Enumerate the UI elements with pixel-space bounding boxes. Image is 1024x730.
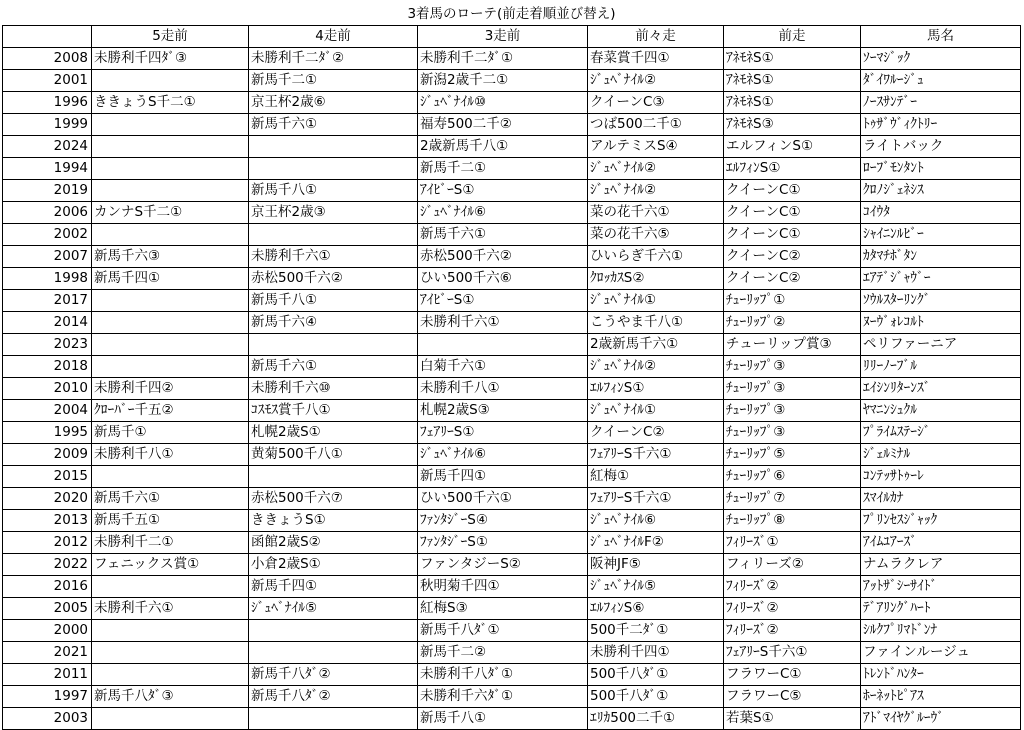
year-cell[interactable]: 1995	[3, 421, 92, 443]
race-5-ago-cell[interactable]	[92, 707, 249, 729]
horse-name-cell[interactable]: ﾌﾟﾗｲﾑｽﾃｰｼﾞ	[861, 421, 1021, 443]
race-4-ago-cell[interactable]: 未勝利千六①	[249, 245, 418, 267]
race-2-ago-cell[interactable]: ｼﾞｭﾍﾞﾅｲﾙ②	[588, 179, 724, 201]
race-3-ago-cell[interactable]: ｼﾞｭﾍﾞﾅｲﾙ⑥	[418, 443, 588, 465]
race-3-ago-cell[interactable]: ひい500千六⑥	[418, 267, 588, 289]
race-4-ago-cell[interactable]: 京王杯2歳⑥	[249, 91, 418, 113]
year-cell[interactable]: 2019	[3, 179, 92, 201]
horse-name-cell[interactable]: ｶﾀﾏﾁﾎﾞﾀﾝ	[861, 245, 1021, 267]
year-cell[interactable]: 2022	[3, 553, 92, 575]
horse-name-cell[interactable]: ﾎｰﾈｯﾄﾋﾟｱｽ	[861, 685, 1021, 707]
last-race-cell[interactable]: ﾁｭｰﾘｯﾌﾟ③	[724, 399, 861, 421]
race-4-ago-cell[interactable]	[249, 135, 418, 157]
rotation-table	[2, 3, 1021, 730]
race-5-ago-cell[interactable]: 未勝利千四②	[92, 377, 249, 399]
race-5-ago-cell[interactable]: 未勝利千六①	[92, 597, 249, 619]
horse-name-cell[interactable]: ﾃﾞｱﾘﾝｸﾞﾊｰﾄ	[861, 597, 1021, 619]
race-5-ago-cell[interactable]: 新馬千五①	[92, 509, 249, 531]
last-race-cell[interactable]: ｱﾈﾓﾈS①	[724, 91, 861, 113]
race-4-ago-cell[interactable]: 小倉2歳S①	[249, 553, 418, 575]
race-3-ago-cell[interactable]: 赤松500千六②	[418, 245, 588, 267]
race-3-ago-cell[interactable]: ｱｲﾋﾞｰS①	[418, 179, 588, 201]
last-race-cell[interactable]: クイーンC①	[724, 223, 861, 245]
table-row	[3, 663, 1021, 685]
race-4-ago-cell[interactable]: ｺｽﾓｽ賞千八①	[249, 399, 418, 421]
table-row	[3, 597, 1021, 619]
last-race-cell[interactable]: ｱﾈﾓﾈS①	[724, 47, 861, 69]
year-cell[interactable]: 2011	[3, 663, 92, 685]
race-3-ago-cell[interactable]	[418, 333, 588, 355]
race-2-ago-cell[interactable]: ｼﾞｭﾍﾞﾅｲﾙ①	[588, 289, 724, 311]
race-5-ago-cell[interactable]	[92, 179, 249, 201]
last-race-cell[interactable]: ｱﾈﾓﾈS③	[724, 113, 861, 135]
year-cell[interactable]: 2005	[3, 597, 92, 619]
race-3-ago-cell[interactable]: 2歳新馬千八①	[418, 135, 588, 157]
race-2-ago-cell[interactable]: ｼﾞｭﾍﾞﾅｲﾙ⑥	[588, 509, 724, 531]
table-row	[3, 641, 1021, 663]
table-row	[3, 267, 1021, 289]
table-row	[3, 333, 1021, 355]
race-5-ago-cell[interactable]	[92, 135, 249, 157]
table-row	[3, 311, 1021, 333]
race-3-ago-cell[interactable]: 白菊千六①	[418, 355, 588, 377]
race-4-ago-cell[interactable]	[249, 223, 418, 245]
table-row	[3, 509, 1021, 531]
year-cell[interactable]: 2018	[3, 355, 92, 377]
race-4-ago-cell[interactable]: 札幌2歳S①	[249, 421, 418, 443]
race-4-ago-cell[interactable]	[249, 641, 418, 663]
last-race-cell[interactable]: 若葉S①	[724, 707, 861, 729]
table-row	[3, 113, 1021, 135]
last-race-cell[interactable]: ﾌｨﾘｰｽﾞ②	[724, 575, 861, 597]
last-race-cell[interactable]: ﾌｨﾘｰｽﾞ①	[724, 531, 861, 553]
race-5-ago-cell[interactable]: カンナS千二①	[92, 201, 249, 223]
table-row	[3, 179, 1021, 201]
race-2-ago-cell[interactable]: 紅梅①	[588, 465, 724, 487]
race-5-ago-cell[interactable]	[92, 619, 249, 641]
race-4-ago-cell[interactable]	[249, 157, 418, 179]
year-cell[interactable]: 2000	[3, 619, 92, 641]
horse-name-cell[interactable]: ｼｬｲﾆﾝﾙﾋﾞｰ	[861, 223, 1021, 245]
race-4-ago-cell[interactable]: ききょうS①	[249, 509, 418, 531]
horse-name-cell[interactable]: ナムラクレア	[861, 553, 1021, 575]
last-race-cell[interactable]: クイーンC②	[724, 267, 861, 289]
race-4-ago-cell[interactable]: ｼﾞｭﾍﾞﾅｲﾙ⑤	[249, 597, 418, 619]
race-4-ago-cell[interactable]	[249, 707, 418, 729]
horse-name-cell[interactable]: ﾘﾘｰﾉｰﾌﾞﾙ	[861, 355, 1021, 377]
race-5-ago-cell[interactable]	[92, 355, 249, 377]
race-3-ago-cell[interactable]: ｼﾞｭﾍﾞﾅｲﾙ⑩	[418, 91, 588, 113]
race-5-ago-cell[interactable]	[92, 223, 249, 245]
last-race-cell[interactable]: クイーンC①	[724, 201, 861, 223]
race-5-ago-cell[interactable]: 未勝利千八①	[92, 443, 249, 465]
race-3-ago-cell[interactable]: 未勝利千二ﾀﾞ①	[418, 47, 588, 69]
race-4-ago-cell[interactable]: 赤松500千六②	[249, 267, 418, 289]
last-race-cell[interactable]: ﾁｭｰﾘｯﾌﾟ⑧	[724, 509, 861, 531]
year-cell[interactable]: 1999	[3, 113, 92, 135]
year-cell[interactable]: 1997	[3, 685, 92, 707]
race-5-ago-cell[interactable]: 新馬千八ﾀﾞ③	[92, 685, 249, 707]
race-2-ago-cell[interactable]: 500千八ﾀﾞ①	[588, 685, 724, 707]
race-5-ago-cell[interactable]: 未勝利千二①	[92, 531, 249, 553]
year-cell[interactable]: 1996	[3, 91, 92, 113]
table-row	[3, 157, 1021, 179]
race-4-ago-cell[interactable]	[249, 465, 418, 487]
table-row	[3, 465, 1021, 487]
table-row	[3, 399, 1021, 421]
table-row	[3, 487, 1021, 509]
table-row	[3, 707, 1021, 729]
table-row	[3, 377, 1021, 399]
year-cell[interactable]: 2012	[3, 531, 92, 553]
header-4-races-ago[interactable]: 4走前	[249, 25, 418, 47]
race-3-ago-cell[interactable]: 新馬千二①	[418, 157, 588, 179]
race-2-ago-cell[interactable]: ｼﾞｭﾍﾞﾅｲﾙ①	[588, 399, 724, 421]
race-3-ago-cell[interactable]: 紅梅S③	[418, 597, 588, 619]
race-2-ago-cell[interactable]: 500千八ﾀﾞ①	[588, 663, 724, 685]
race-4-ago-cell[interactable]: 未勝利千二ﾀﾞ②	[249, 47, 418, 69]
horse-name-cell[interactable]: ﾔﾏﾆﾝｼｭｸﾙ	[861, 399, 1021, 421]
race-3-ago-cell[interactable]: 新潟2歳千二①	[418, 69, 588, 91]
race-3-ago-cell[interactable]: 新馬千六①	[418, 223, 588, 245]
last-race-cell[interactable]: ﾁｭｰﾘｯﾌﾟ⑤	[724, 443, 861, 465]
year-cell[interactable]: 2008	[3, 47, 92, 69]
horse-name-cell[interactable]: ﾀﾞｲﾜﾙｰｼﾞｭ	[861, 69, 1021, 91]
year-cell[interactable]: 2006	[3, 201, 92, 223]
race-4-ago-cell[interactable]: 新馬千八ﾀﾞ②	[249, 663, 418, 685]
horse-name-cell[interactable]: ｴｱﾃﾞｼﾞｬｳﾞｰ	[861, 267, 1021, 289]
title-row	[3, 3, 1021, 25]
race-5-ago-cell[interactable]	[92, 157, 249, 179]
race-4-ago-cell[interactable]	[249, 333, 418, 355]
horse-name-cell[interactable]: ﾌﾟﾘﾝｾｽｼﾞｬｯｸ	[861, 509, 1021, 531]
race-3-ago-cell[interactable]: 未勝利千八ﾀﾞ①	[418, 663, 588, 685]
race-5-ago-cell[interactable]	[92, 663, 249, 685]
table-row	[3, 421, 1021, 443]
last-race-cell[interactable]: ﾁｭｰﾘｯﾌﾟ⑦	[724, 487, 861, 509]
race-2-ago-cell[interactable]: 菜の花千六⑤	[588, 223, 724, 245]
last-race-cell[interactable]: ﾌｨﾘｰｽﾞ②	[724, 597, 861, 619]
race-2-ago-cell[interactable]: ｼﾞｭﾍﾞﾅｲﾙ②	[588, 69, 724, 91]
year-cell[interactable]: 2015	[3, 465, 92, 487]
table-body	[3, 47, 1021, 729]
horse-name-cell[interactable]: ｿｰﾏｼﾞｯｸ	[861, 47, 1021, 69]
horse-name-cell[interactable]: ファインルージュ	[861, 641, 1021, 663]
horse-name-cell[interactable]: ｱｲﾑﾕｱｰｽﾞ	[861, 531, 1021, 553]
race-5-ago-cell[interactable]	[92, 311, 249, 333]
last-race-cell[interactable]: ﾁｭｰﾘｯﾌﾟ③	[724, 377, 861, 399]
race-5-ago-cell[interactable]: 未勝利千四ﾀﾞ③	[92, 47, 249, 69]
race-2-ago-cell[interactable]: 500千二ﾀﾞ①	[588, 619, 724, 641]
race-2-ago-cell[interactable]: こうやま千八①	[588, 311, 724, 333]
race-3-ago-cell[interactable]: ファンタジーS②	[418, 553, 588, 575]
horse-name-cell[interactable]: ｼﾞｪﾙﾐﾅﾙ	[861, 443, 1021, 465]
race-5-ago-cell[interactable]: 新馬千①	[92, 421, 249, 443]
year-cell[interactable]: 2010	[3, 377, 92, 399]
race-2-ago-cell[interactable]: ﾌｪｱﾘｰS千六①	[588, 443, 724, 465]
last-race-cell[interactable]: ﾁｭｰﾘｯﾌﾟ⑥	[724, 465, 861, 487]
year-cell[interactable]: 2020	[3, 487, 92, 509]
race-2-ago-cell[interactable]: ｴﾙﾌｨﾝS⑥	[588, 597, 724, 619]
last-race-cell[interactable]: ｴﾙﾌｨﾝS①	[724, 157, 861, 179]
race-5-ago-cell[interactable]	[92, 333, 249, 355]
horse-name-cell[interactable]: ｿｳﾙｽﾀｰﾘﾝｸﾞ	[861, 289, 1021, 311]
horse-name-cell[interactable]: ｺｲｳﾀ	[861, 201, 1021, 223]
table-row	[3, 289, 1021, 311]
last-race-cell[interactable]: ﾌｪｱﾘｰS千六①	[724, 641, 861, 663]
header-year[interactable]	[3, 25, 92, 47]
race-3-ago-cell[interactable]: 福寿500二千②	[418, 113, 588, 135]
race-4-ago-cell[interactable]: 赤松500千六⑦	[249, 487, 418, 509]
year-cell[interactable]: 2013	[3, 509, 92, 531]
horse-name-cell[interactable]: ライトバック	[861, 135, 1021, 157]
race-3-ago-cell[interactable]: 未勝利千六①	[418, 311, 588, 333]
horse-name-cell[interactable]: ｽﾏｲﾙｶﾅ	[861, 487, 1021, 509]
race-4-ago-cell[interactable]: 新馬千八①	[249, 289, 418, 311]
race-2-ago-cell[interactable]: クイーンC③	[588, 91, 724, 113]
table-row	[3, 245, 1021, 267]
race-5-ago-cell[interactable]: フェニックス賞①	[92, 553, 249, 575]
race-2-ago-cell[interactable]: ｼﾞｭﾍﾞﾅｲﾙ⑤	[588, 575, 724, 597]
table-row	[3, 223, 1021, 245]
year-cell[interactable]: 2017	[3, 289, 92, 311]
table-row	[3, 575, 1021, 597]
table-row	[3, 135, 1021, 157]
year-cell[interactable]: 2016	[3, 575, 92, 597]
race-5-ago-cell[interactable]: 新馬千六③	[92, 245, 249, 267]
race-2-ago-cell[interactable]: 菜の花千六①	[588, 201, 724, 223]
horse-name-cell[interactable]: ｱﾄﾞﾏｲﾔｸﾞﾙｰｳﾞ	[861, 707, 1021, 729]
race-5-ago-cell[interactable]: ｸﾛｰﾊﾞｰ千五②	[92, 399, 249, 421]
horse-name-cell[interactable]: ｴｲｼﾝﾘﾀｰﾝｽﾞ	[861, 377, 1021, 399]
race-3-ago-cell[interactable]: 札幌2歳S③	[418, 399, 588, 421]
race-3-ago-cell[interactable]: ﾌｪｱﾘｰS①	[418, 421, 588, 443]
last-race-cell[interactable]: ﾁｭｰﾘｯﾌﾟ③	[724, 421, 861, 443]
header-2-races-ago[interactable]: 前々走	[588, 25, 724, 47]
race-5-ago-cell[interactable]: 新馬千四①	[92, 267, 249, 289]
header-horse-name[interactable]: 馬名	[861, 25, 1021, 47]
last-race-cell[interactable]: ｱﾈﾓﾈS①	[724, 69, 861, 91]
race-5-ago-cell[interactable]	[92, 69, 249, 91]
header-last-race[interactable]: 前走	[724, 25, 861, 47]
horse-name-cell[interactable]: ｱｯﾄｻﾞｼｰｻｲﾄﾞ	[861, 575, 1021, 597]
header-3-races-ago[interactable]: 3走前	[418, 25, 588, 47]
year-cell[interactable]: 1998	[3, 267, 92, 289]
last-race-cell[interactable]: チューリップ賞③	[724, 333, 861, 355]
last-race-cell[interactable]: ﾁｭｰﾘｯﾌﾟ②	[724, 311, 861, 333]
year-cell[interactable]: 2001	[3, 69, 92, 91]
race-3-ago-cell[interactable]: ｱｲﾋﾞｰS①	[418, 289, 588, 311]
race-4-ago-cell[interactable]: 新馬千六①	[249, 113, 418, 135]
year-cell[interactable]: 2007	[3, 245, 92, 267]
race-2-ago-cell[interactable]: ｼﾞｭﾍﾞﾅｲﾙ②	[588, 157, 724, 179]
race-4-ago-cell[interactable]: 京王杯2歳③	[249, 201, 418, 223]
year-cell[interactable]: 1994	[3, 157, 92, 179]
race-2-ago-cell[interactable]: ｴﾘｶ500二千①	[588, 707, 724, 729]
table-row	[3, 355, 1021, 377]
race-4-ago-cell[interactable]: 黄菊500千八①	[249, 443, 418, 465]
header-5-races-ago[interactable]: 5走前	[92, 25, 249, 47]
table-row	[3, 47, 1021, 69]
race-3-ago-cell[interactable]: ｼﾞｭﾍﾞﾅｲﾙ⑥	[418, 201, 588, 223]
race-4-ago-cell[interactable]: 新馬千八①	[249, 179, 418, 201]
race-2-ago-cell[interactable]: 2歳新馬千六①	[588, 333, 724, 355]
race-2-ago-cell[interactable]: ｸﾛｯｶｽS②	[588, 267, 724, 289]
year-cell[interactable]: 2021	[3, 641, 92, 663]
year-cell[interactable]: 2009	[3, 443, 92, 465]
last-race-cell[interactable]: クイーンC①	[724, 179, 861, 201]
last-race-cell[interactable]: フラワーC⑤	[724, 685, 861, 707]
table-row	[3, 531, 1021, 553]
table-row	[3, 685, 1021, 707]
race-5-ago-cell[interactable]: ききょうS千二①	[92, 91, 249, 113]
race-5-ago-cell[interactable]	[92, 575, 249, 597]
last-race-cell[interactable]: エルフィンS①	[724, 135, 861, 157]
race-5-ago-cell[interactable]	[92, 641, 249, 663]
race-3-ago-cell[interactable]: 新馬千二②	[418, 641, 588, 663]
header-row	[3, 25, 1021, 47]
race-4-ago-cell[interactable]: 新馬千二①	[249, 69, 418, 91]
race-2-ago-cell[interactable]: ｼﾞｭﾍﾞﾅｲﾙ②	[588, 355, 724, 377]
last-race-cell[interactable]: クイーンC②	[724, 245, 861, 267]
race-2-ago-cell[interactable]: 未勝利千四①	[588, 641, 724, 663]
race-3-ago-cell[interactable]: ひい500千六①	[418, 487, 588, 509]
horse-name-cell[interactable]: ﾄﾚﾝﾄﾞﾊﾝﾀｰ	[861, 663, 1021, 685]
horse-name-cell[interactable]: ｼﾙｸﾌﾟﾘﾏﾄﾞﾝﾅ	[861, 619, 1021, 641]
race-4-ago-cell[interactable]: 新馬千八ﾀﾞ②	[249, 685, 418, 707]
race-3-ago-cell[interactable]: 未勝利千八①	[418, 377, 588, 399]
race-2-ago-cell[interactable]: ひいらぎ千六①	[588, 245, 724, 267]
race-2-ago-cell[interactable]: 春菜賞千四①	[588, 47, 724, 69]
year-cell[interactable]: 2003	[3, 707, 92, 729]
year-cell[interactable]: 2002	[3, 223, 92, 245]
race-4-ago-cell[interactable]: 函館2歳S②	[249, 531, 418, 553]
table-row	[3, 443, 1021, 465]
race-5-ago-cell[interactable]	[92, 289, 249, 311]
race-2-ago-cell[interactable]: ﾌｪｱﾘｰS千六①	[588, 487, 724, 509]
horse-name-cell[interactable]: ﾄｩｻﾞｳﾞｨｸﾄﾘｰ	[861, 113, 1021, 135]
horse-name-cell[interactable]: ﾉｰｽｻﾝﾃﾞｰ	[861, 91, 1021, 113]
race-4-ago-cell[interactable]: 新馬千六①	[249, 355, 418, 377]
horse-name-cell[interactable]: ﾇｰｳﾞｫﾚｺﾙﾄ	[861, 311, 1021, 333]
last-race-cell[interactable]: ﾁｭｰﾘｯﾌﾟ③	[724, 355, 861, 377]
race-2-ago-cell[interactable]: ｼﾞｭﾍﾞﾅｲﾙF②	[588, 531, 724, 553]
table-row	[3, 553, 1021, 575]
last-race-cell[interactable]: フラワーC①	[724, 663, 861, 685]
year-cell[interactable]: 2023	[3, 333, 92, 355]
year-cell[interactable]: 2014	[3, 311, 92, 333]
race-2-ago-cell[interactable]: アルテミスS④	[588, 135, 724, 157]
table-row	[3, 201, 1021, 223]
race-4-ago-cell[interactable]: 未勝利千六⑩	[249, 377, 418, 399]
year-cell[interactable]: 2024	[3, 135, 92, 157]
last-race-cell[interactable]: ﾁｭｰﾘｯﾌﾟ①	[724, 289, 861, 311]
race-2-ago-cell[interactable]: 阪神JF⑤	[588, 553, 724, 575]
race-4-ago-cell[interactable]: 新馬千四①	[249, 575, 418, 597]
horse-name-cell[interactable]: ｺﾝﾃｯｻﾄｩｰﾚ	[861, 465, 1021, 487]
horse-name-cell[interactable]: ｸﾛﾉｼﾞｪﾈｼｽ	[861, 179, 1021, 201]
table-row	[3, 619, 1021, 641]
race-2-ago-cell[interactable]: つば500二千①	[588, 113, 724, 135]
race-3-ago-cell[interactable]: 新馬千八ﾀﾞ①	[418, 619, 588, 641]
last-race-cell[interactable]: フィリーズ②	[724, 553, 861, 575]
race-5-ago-cell[interactable]	[92, 113, 249, 135]
race-2-ago-cell[interactable]: クイーンC②	[588, 421, 724, 443]
table-row	[3, 91, 1021, 113]
race-3-ago-cell[interactable]: 秋明菊千四①	[418, 575, 588, 597]
spreadsheet	[2, 3, 1020, 730]
race-3-ago-cell[interactable]: 新馬千四①	[418, 465, 588, 487]
race-5-ago-cell[interactable]: 新馬千六①	[92, 487, 249, 509]
year-cell[interactable]: 2004	[3, 399, 92, 421]
race-5-ago-cell[interactable]	[92, 465, 249, 487]
race-2-ago-cell[interactable]: ｴﾙﾌｨﾝS①	[588, 377, 724, 399]
last-race-cell[interactable]: ﾌｨﾘｰｽﾞ②	[724, 619, 861, 641]
table-row	[3, 69, 1021, 91]
horse-name-cell[interactable]: ﾛｰﾌﾞﾓﾝﾀﾝﾄ	[861, 157, 1021, 179]
race-3-ago-cell[interactable]: ﾌｧﾝﾀｼﾞｰS④	[418, 509, 588, 531]
race-4-ago-cell[interactable]	[249, 619, 418, 641]
race-3-ago-cell[interactable]: ﾌｧﾝﾀｼﾞｰS①	[418, 531, 588, 553]
race-3-ago-cell[interactable]: 未勝利千六ﾀﾞ①	[418, 685, 588, 707]
race-4-ago-cell[interactable]: 新馬千六④	[249, 311, 418, 333]
horse-name-cell[interactable]: ペリファーニア	[861, 333, 1021, 355]
race-3-ago-cell[interactable]: 新馬千八①	[418, 707, 588, 729]
sheet-title: 3着馬のローテ(前走着順並び替え)	[3, 3, 1021, 25]
